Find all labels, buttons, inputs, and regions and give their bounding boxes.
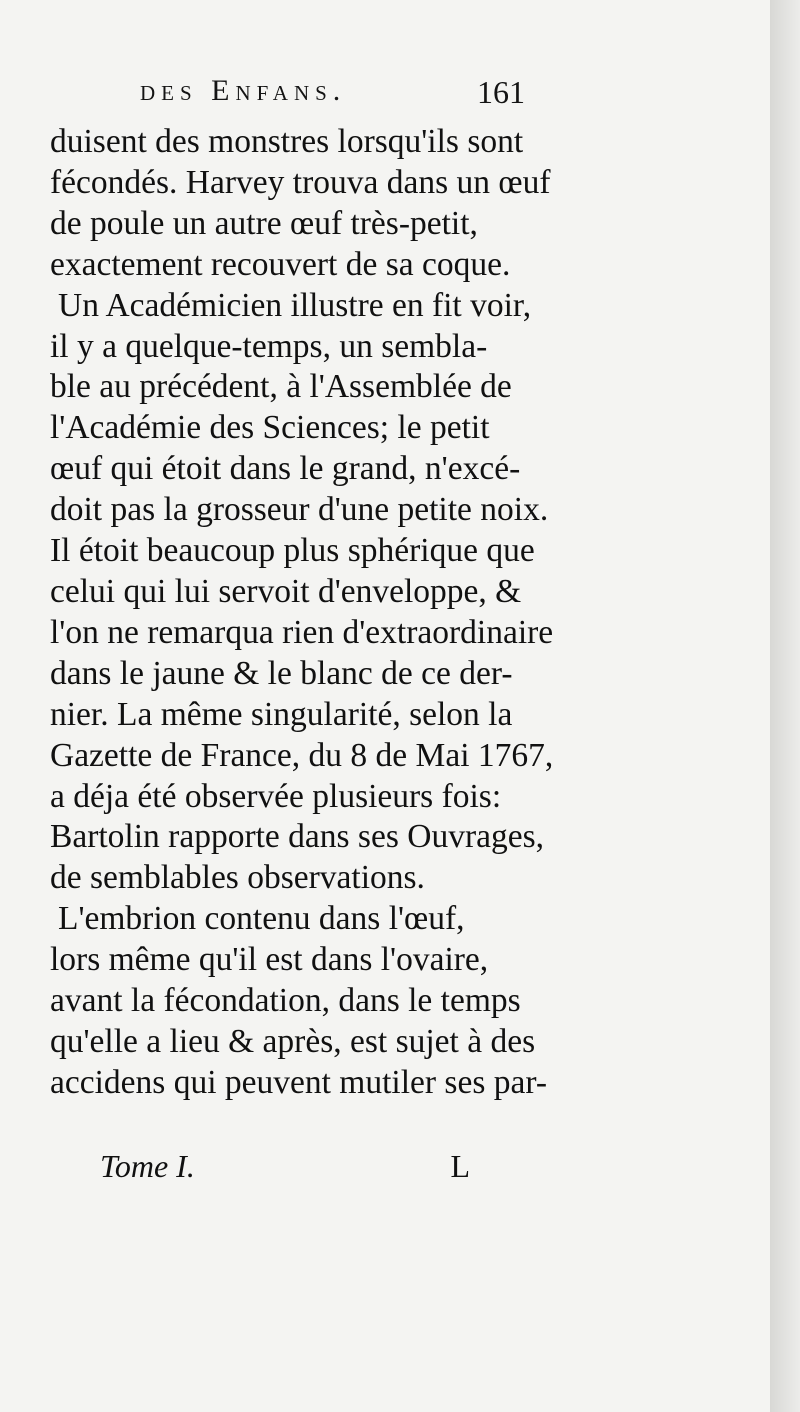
text-line: a déja été observée plusieurs fois: [50, 777, 502, 815]
text-line: celui qui lui servoit d'enveloppe, & [50, 572, 522, 610]
running-title: des Enfans. [140, 74, 347, 107]
text-line: avant la fécondation, dans le temps [50, 982, 521, 1020]
text-line: qu'elle a lieu & après, est sujet à des [50, 1022, 536, 1060]
text-line: lors même qu'il est dans l'ovaire, [50, 941, 489, 979]
text-line: Gazette de France, du 8 de Mai 1767, [50, 736, 554, 774]
paragraph-embrion [50, 899, 548, 1104]
text-line: Un Académicien illustre en fit voir, [58, 286, 532, 324]
text-line: fécondés. Harvey trouva dans un œuf [50, 163, 551, 201]
text-line: L'embrion contenu dans l'œuf, [58, 900, 465, 938]
text-line: dans le jaune & le blanc de ce der- [50, 654, 513, 692]
volume-label: Tome I. [100, 1148, 195, 1184]
text-line: de poule un autre œuf très-petit, [50, 204, 478, 242]
page-text [50, 122, 554, 1104]
paragraph-continued [50, 122, 551, 286]
text-line: ble au précédent, à l'Assemblée de [50, 368, 512, 406]
page-footer [100, 1148, 470, 1188]
text-line: il y a quelque-temps, un sembla- [50, 327, 488, 365]
text-line: l'Académie des Sciences; le petit [50, 409, 490, 447]
text-line: accidens qui peuvent mutiler ses par- [50, 1063, 548, 1101]
text-line: de semblables observations. [50, 859, 425, 897]
text-line: exactement recouvert de sa coque. [50, 245, 511, 283]
text-line: duisent des monstres lorsqu'ils sont [50, 123, 524, 160]
paragraph-academicien [50, 286, 554, 900]
text-line: Il étoit beaucoup plus sphérique que [50, 532, 535, 570]
text-line: Bartolin rapporte dans ses Ouvrages, [50, 818, 544, 856]
text-line: doit pas la grosseur d'une petite noix. [50, 491, 549, 529]
page-number: 161 [477, 74, 525, 110]
text-line: l'on ne remarqua rien d'extraordinaire [50, 613, 554, 651]
text-line: œuf qui étoit dans le grand, n'excé- [50, 450, 521, 488]
page-edge [770, 0, 800, 1412]
text-line: nier. La même singularité, selon la [50, 695, 513, 733]
page-header [140, 74, 525, 114]
signature-mark: L [450, 1148, 470, 1184]
